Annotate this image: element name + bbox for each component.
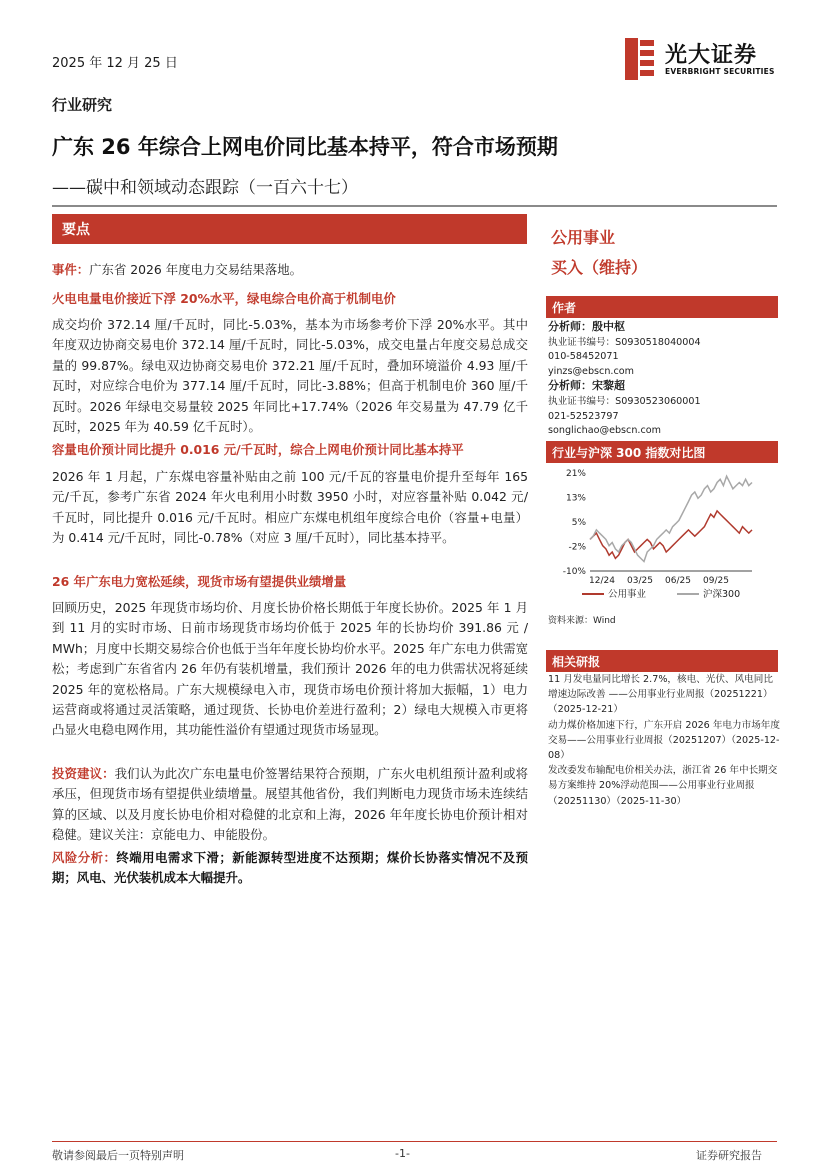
report-date: 2025 年 12 月 25 日 — [52, 56, 178, 71]
related-research-list — [548, 672, 780, 809]
investment-paragraph — [52, 764, 528, 846]
chart-source: 资料来源：Wind — [548, 616, 616, 626]
report-type: 行业研究 — [52, 96, 113, 114]
author-bar-label: 作者 — [552, 301, 577, 315]
logo-mark-icon — [625, 38, 655, 80]
analyst1-label: 分析师： — [548, 320, 592, 333]
page-number: -1- — [395, 1147, 410, 1160]
x-tick-label: 03/25 — [627, 576, 653, 586]
company-logo — [625, 38, 785, 82]
footer-disclaimer[interactable]: 敬请参阅最后一页特别声明 — [52, 1149, 184, 1162]
y-tick-label: -10% — [562, 567, 586, 577]
series-line-utilities — [590, 511, 752, 559]
y-tick-label: -2% — [568, 542, 586, 553]
research-item[interactable]: 动力煤价格加速下行，广东开启 2026 年电力市场年度交易——公用事业行业周报（20251207）（2025-12-08） — [548, 719, 780, 762]
analyst1-phone: 010-58452071 — [548, 351, 619, 363]
section-text-2: 2026 年 1 月起，广东煤电容量补贴由之前 100 元/千瓦的容量电价提升至每年 165 元/千瓦，参考广东省 2024 年火电利用小时数 3950 小时，对应容量补贴 0.042 元/千瓦时，同比提升 0.016 元/千瓦时。相应广东煤电机组年度综合电价（容量+电量）为 0.414 元/千瓦时，同比-0.78%（对应 3 厘/千瓦时），同比基本持平。 — [52, 469, 528, 546]
index-comparison-chart — [546, 463, 778, 631]
x-tick-label: 06/25 — [665, 576, 691, 586]
chart-svg — [546, 463, 778, 613]
analyst2-cert: 执业证书编号：S0930523060001 — [548, 395, 701, 407]
event-paragraph — [52, 260, 528, 280]
report-title: 广东 26 年综合上网电价同比基本持平，符合市场预期 — [52, 135, 558, 159]
chart-bar-label: 行业与沪深 300 指数对比图 — [552, 446, 706, 460]
legend-label: 沪深300 — [703, 589, 741, 600]
analyst1-cert: 执业证书编号：S0930518040004 — [548, 336, 701, 348]
logo-name-en: EVERBRIGHT SECURITIES — [665, 67, 775, 76]
section-paragraph-1 — [52, 315, 528, 437]
event-label: 事件： — [52, 262, 90, 277]
footer-divider — [52, 1141, 777, 1142]
section-heading-1: 火电电量电价接近下浮 20%水平，绿电综合电价高于机制电价 — [52, 291, 396, 306]
research-item[interactable]: 11 月发电量同比增长 2.7%，核电、光伏、风电同比增速边际改善 ——公用事业行业周报（20251221）（2025-12-21） — [548, 674, 773, 716]
analyst1-name: 殷中枢 — [592, 320, 625, 333]
analyst2-phone: 021-52523797 — [548, 410, 619, 422]
legend-label: 公用事业 — [608, 589, 647, 600]
investment-label: 投资建议： — [52, 766, 115, 781]
logo-name-cn: 光大证券 — [665, 43, 758, 68]
research-item[interactable]: 发改委发布输配电价相关办法，浙江省 26 年中长期交易方案维持 20%浮动范围——公用事业行业周报（20251130）（2025-11-30） — [548, 765, 778, 807]
rating: 买入（维持） — [551, 258, 648, 277]
risk-label: 风险分析： — [52, 850, 117, 865]
section-paragraph-3 — [52, 598, 528, 741]
research-bar — [546, 650, 778, 672]
author-bar — [546, 296, 778, 318]
research-bar-label: 相关研报 — [552, 655, 601, 669]
analyst1-email: yinzs@ebscn.com — [548, 365, 634, 377]
risk-paragraph — [52, 848, 528, 889]
analyst2-label: 分析师： — [548, 379, 592, 393]
sector-name: 公用事业 — [551, 228, 616, 247]
y-tick-label: 5% — [571, 518, 586, 528]
report-subtitle: ——碳中和领域动态跟踪（一百六十七） — [52, 178, 358, 198]
footer-report-type: 证券研究报告 — [696, 1149, 762, 1162]
y-tick-label: 21% — [565, 469, 586, 479]
section-text-1: 成交均价 372.14 厘/千瓦时，同比-5.03%，基本为市场参考价下浮 20%水平。其中年度双边协商交易电价 372.14 厘/千瓦时，同比-5.03%，成交电量占年度交易总成交量的 99.87%。绿电双边协商交易电价 372.21 厘/千瓦时，叠加环境溢价 4.93 厘/千瓦时，对应综合电价为 377.14 厘/千瓦时，同比-3.88%；但高于机制电价 360 厘/千瓦时。2026 年绿电交易量较 2025 年同比+17.74%（2026 年交易量为 47.79 亿千瓦时，2025 年为 40.59 亿千瓦时）。 — [52, 317, 528, 435]
section-heading-3: 26 年广东电力宽松延续，现货市场有望提供业绩增量 — [52, 574, 347, 589]
event-text: 广东省 2026 年度电力交易结果落地。 — [89, 262, 303, 277]
section-heading-2: 容量电价预计同比提升 0.016 元/千瓦时，综合上网电价预计同比基本持平 — [52, 442, 464, 457]
investment-text: 我们认为此次广东电量电价签署结果符合预期，广东火电机组预计盈利或将承压，但现货市场有望提供业绩增量。展望其他省份，我们判断电力现货市场未连续结算的区域、以及月度长协电价相对稳健的北京和上海，2026 年年度长协电价预计相对稳健。建议关注：京能电力、申能股份。 — [52, 766, 529, 843]
analyst2-email: songlichao@ebscn.com — [548, 425, 661, 437]
header-divider — [52, 205, 777, 207]
section-paragraph-2 — [52, 467, 528, 549]
key-points-label: 要点 — [62, 222, 90, 238]
key-points-bar — [52, 214, 527, 244]
x-tick-label: 12/24 — [589, 576, 615, 586]
analyst-info — [548, 320, 780, 439]
y-tick-label: 13% — [565, 493, 586, 504]
analyst2-name: 宋黎超 — [592, 379, 625, 393]
section-text-3: 回顾历史，2025 年现货市场均价、月度长协价格长期低于年度长协价。2025 年 1 月到 11 月的实时市场、日前市场现货市场均价低于 2025 年的长协均价 391.86 元 / MWh；月度中长期交易综合价也低于当年年度长协均价水平。2025 年广东电力供需宽松；考虑到广东省省内 26 年仍有装机增量，我们预计 2026 年的电力供需状况将延续 2025 年的宽松格局。广东大规模绿电入市，现货市场电价预计将加大振幅，1）电力运营商或将通过灵活策略，通过现货、长协电价差进行盈利；2）绿电大规模入市更将凸显火电稳电网作用，其功能性溢价有望通过现货市场显现。 — [52, 600, 528, 738]
risk-text: 终端用电需求下滑；新能源转型进度不达预期；煤价长协落实情况不及预期；风电、光伏装机成本大幅提升。 — [52, 850, 528, 886]
chart-bar — [546, 441, 778, 463]
x-tick-label: 09/25 — [703, 576, 729, 586]
series-line-csi300 — [590, 476, 752, 561]
